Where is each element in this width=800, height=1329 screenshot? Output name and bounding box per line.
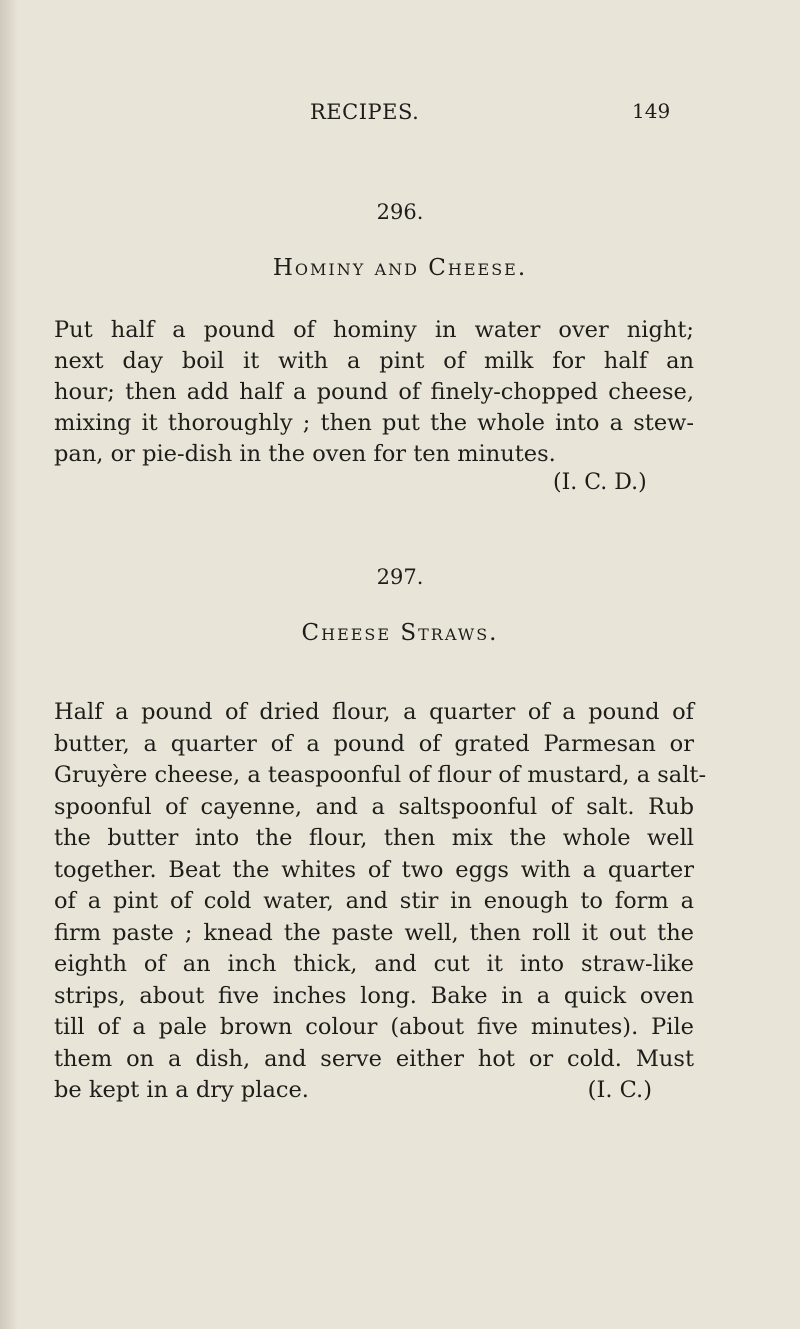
- text-line: Put half a pound of hominy in water over night;: [54, 317, 694, 343]
- page-number: 149: [632, 99, 671, 123]
- text-line: butter, a quarter of a pound of grated Parmesan or: [54, 730, 694, 757]
- text-line: them on a dish, and serve either hot or cold. Must: [54, 1045, 694, 1072]
- running-header: RECIPES.: [310, 100, 420, 124]
- text-line: Half a pound of dried flour, a quarter of a pound of: [54, 699, 694, 725]
- text-line: next day boil it with a pint of milk for half an: [54, 348, 694, 374]
- text-line: the butter into the flour, then mix the whole well: [54, 825, 694, 851]
- final-line-row: [54, 1075, 694, 1107]
- text-line: together. Beat the whites of two eggs with a quarter: [54, 856, 694, 883]
- text-line: eighth of an inch thick, and cut it into straw-like: [54, 951, 694, 977]
- text-line: hour; then add half a pound of finely-chopped cheese,: [54, 379, 694, 405]
- text-line: Gruyère cheese, a teaspoonful of flour of mustard, a salt-: [54, 762, 707, 788]
- text-line: of a pint of cold water, and stir in enough to form a: [54, 888, 694, 914]
- text-line: strips, about five inches long. Bake in a quick oven: [54, 982, 694, 1009]
- text-line: till of a pale brown colour (about five minutes). Pile: [54, 1014, 694, 1040]
- text-line: mixing it thoroughly ; then put the whole into a stew-: [54, 410, 694, 436]
- recipe-body: [54, 697, 707, 1107]
- text-line: pan, or pie-dish in the oven for ten minutes.: [54, 441, 556, 467]
- recipe-title: Cheese Straws.: [301, 620, 499, 646]
- text-line: spoonful of cayenne, and a saltspoonful of salt. Rub: [54, 793, 694, 820]
- text-line: be kept in a dry place.: [54, 1077, 309, 1103]
- recipe-body: [54, 315, 694, 470]
- recipe-attribution: (I. C.): [587, 1077, 652, 1103]
- text-line: firm paste ; knead the paste well, then roll it out the: [54, 919, 694, 946]
- recipe-number: 296.: [376, 200, 424, 224]
- recipe-title: Hominy and Cheese.: [272, 255, 528, 281]
- recipe-number: 297.: [376, 565, 424, 589]
- recipe-attribution: (I. C. D.): [553, 470, 647, 495]
